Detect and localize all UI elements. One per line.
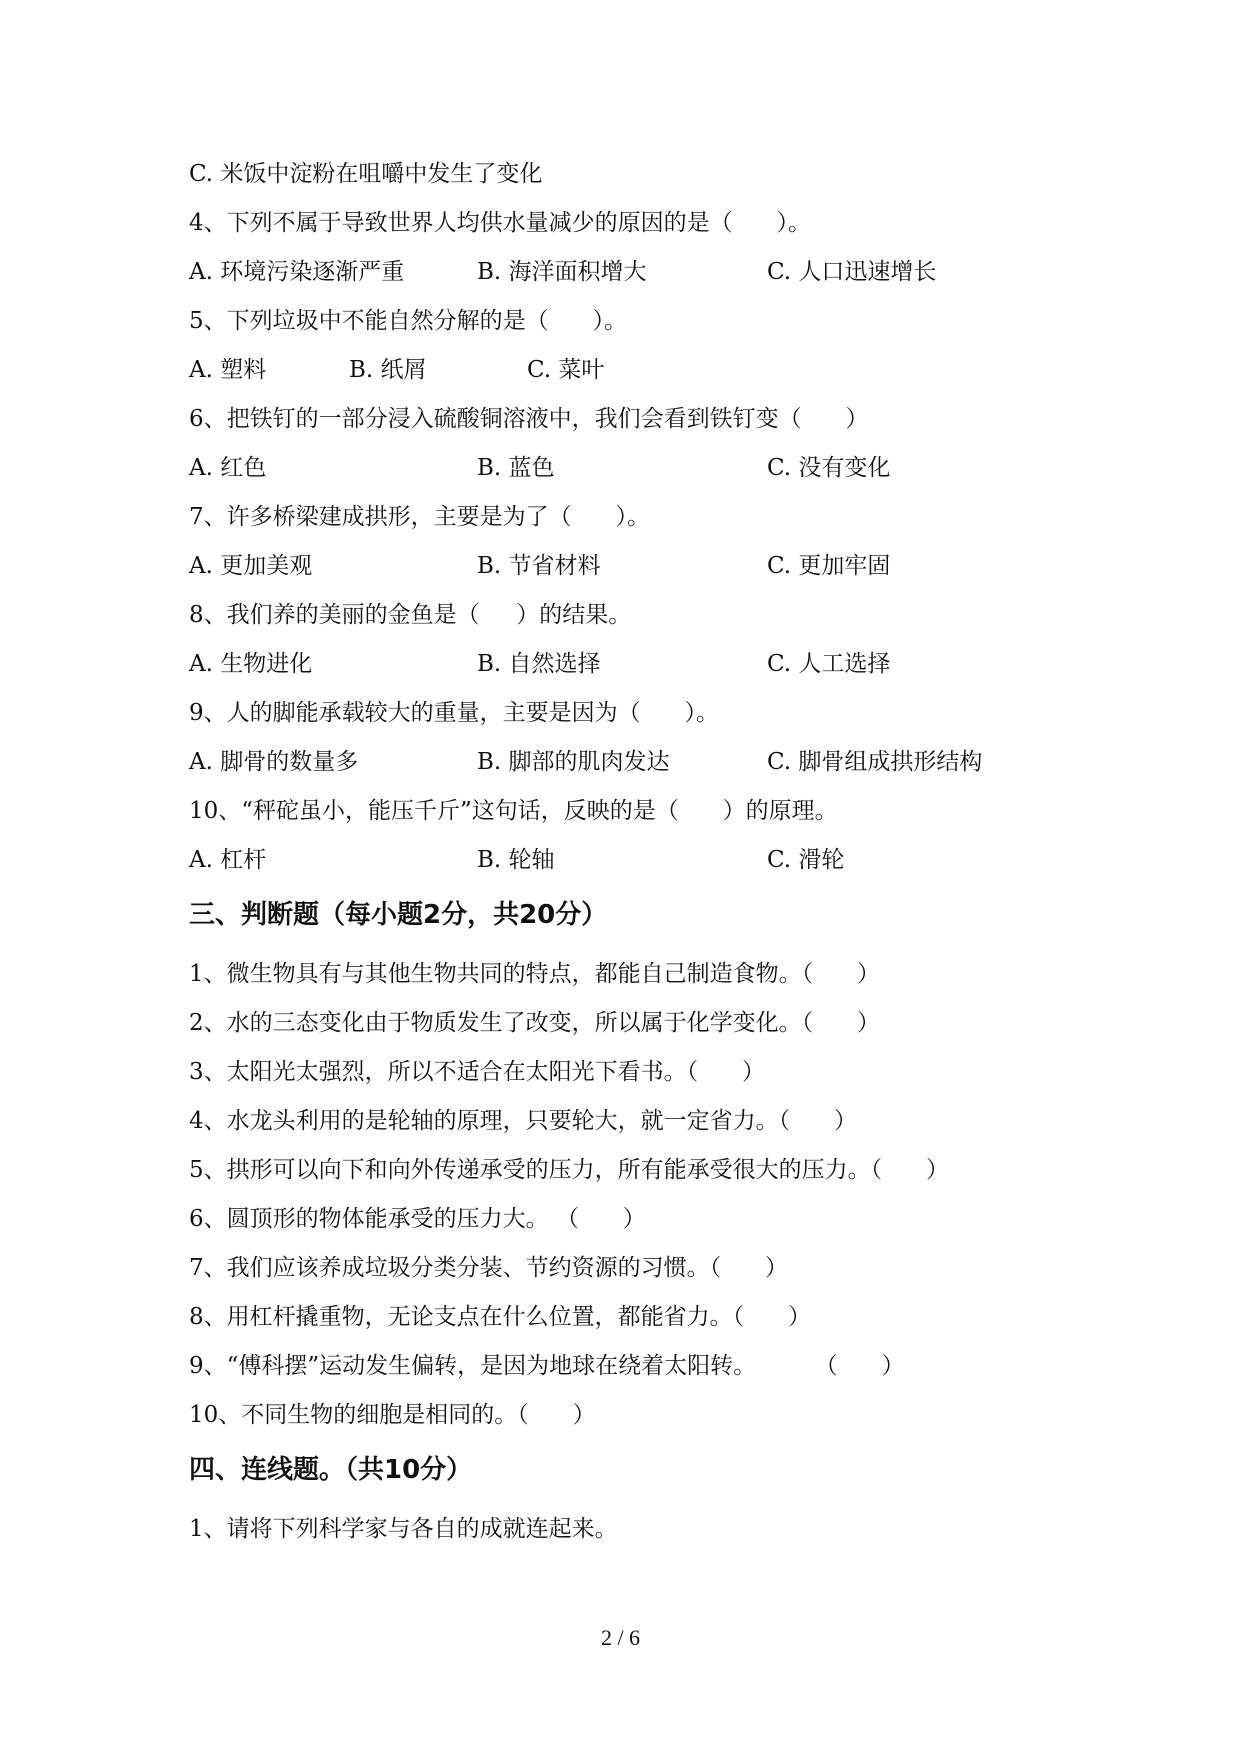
judgment-item-10: 10、不同生物的细胞是相同的。（ ） <box>189 1402 596 1428</box>
question-5-option-b: B. 纸屑 <box>349 357 427 383</box>
question-9-option-b: B. 脚部的肌肉发达 <box>477 749 670 775</box>
question-9: 9、人的脚能承载较大的重量，主要是因为（ ）。 <box>189 700 719 726</box>
question-10: 10、“秤砣虽小，能压千斤”这句话，反映的是（ ）的原理。 <box>189 798 838 824</box>
question-8-option-b: B. 自然选择 <box>477 651 601 677</box>
question-7-option-c: C. 更加牢固 <box>767 553 891 579</box>
question-4-option-a: A. 环境污染逐渐严重 <box>189 259 405 285</box>
judgment-item-6: 6、圆顶形的物体能承受的压力大。 （ ） <box>189 1206 646 1232</box>
question-4: 4、下列不属于导致世界人均供水量减少的原因的是（ ）。 <box>189 210 811 236</box>
matching-question-1: 1、请将下列科学家与各自的成就连起来。 <box>189 1516 618 1542</box>
section-4-title: 四、连线题。（共10分） <box>189 1455 473 1485</box>
question-4-option-b: B. 海洋面积增大 <box>477 259 647 285</box>
question-9-option-c: C. 脚骨组成拱形结构 <box>767 749 983 775</box>
question-5-option-c: C. 菜叶 <box>527 357 605 383</box>
question-4-option-c: C. 人口迅速增长 <box>767 259 937 285</box>
question-7-option-b: B. 节省材料 <box>477 553 601 579</box>
judgment-item-7: 7、我们应该养成垃圾分类分装、节约资源的习惯。（ ） <box>189 1255 788 1281</box>
judgment-item-2: 2、水的三态变化由于物质发生了改变，所以属于化学变化。（ ） <box>189 1010 880 1036</box>
judgment-item-8: 8、用杠杆撬重物，无论支点在什么位置，都能省力。（ ） <box>189 1304 811 1330</box>
question-5-option-a: A. 塑料 <box>189 357 267 383</box>
question-5: 5、下列垃圾中不能自然分解的是（ ）。 <box>189 308 627 334</box>
question-6-option-b: B. 蓝色 <box>477 455 555 481</box>
question-6-option-c: C. 没有变化 <box>767 455 891 481</box>
judgment-item-5: 5、拱形可以向下和向外传递承受的压力，所有能承受很大的压力。（ ） <box>189 1157 949 1183</box>
question-8: 8、我们养的美丽的金鱼是（ ）的结果。 <box>189 602 632 628</box>
judgment-item-9: 9、“傅科摆”运动发生偏转，是因为地球在绕着太阳转。 （ ） <box>189 1353 905 1379</box>
question-8-option-a: A. 生物进化 <box>189 651 313 677</box>
question-8-option-c: C. 人工选择 <box>767 651 891 677</box>
question-6: 6、把铁钉的一部分浸入硫酸铜溶液中，我们会看到铁钉变（ ） <box>189 406 869 432</box>
question-10-option-a: A. 杠杆 <box>189 847 267 873</box>
judgment-item-4: 4、水龙头利用的是轮轴的原理，只要轮大，就一定省力。（ ） <box>189 1108 857 1134</box>
judgment-item-3: 3、太阳光太强烈，所以不适合在太阳光下看书。（ ） <box>189 1059 765 1085</box>
question-7-option-a: A. 更加美观 <box>189 553 313 579</box>
question-6-option-a: A. 红色 <box>189 455 267 481</box>
judgment-item-1: 1、微生物具有与其他生物共同的特点，都能自己制造食物。（ ） <box>189 961 880 987</box>
question-10-option-b: B. 轮轴 <box>477 847 555 873</box>
question-7: 7、许多桥梁建成拱形，主要是为了（ ）。 <box>189 504 650 530</box>
question-3-option-c: C. 米饭中淀粉在咀嚼中发生了变化 <box>189 161 543 187</box>
page-number: 2 / 6 <box>600 1625 641 1650</box>
question-10-option-c: C. 滑轮 <box>767 847 845 873</box>
section-3-title: 三、判断题（每小题2分，共20分） <box>189 900 608 930</box>
question-9-option-a: A. 脚骨的数量多 <box>189 749 359 775</box>
